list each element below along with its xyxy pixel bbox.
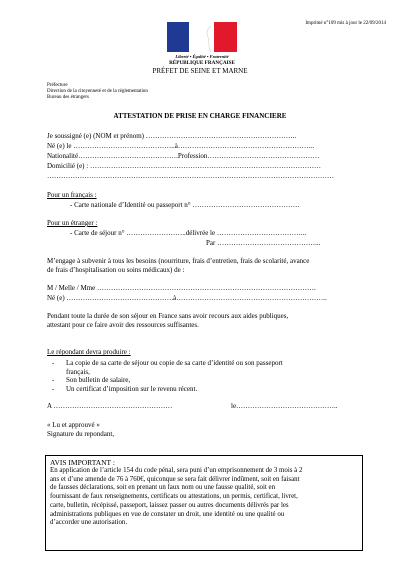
signature-date-field[interactable]: le…………………………………….. — [231, 402, 338, 410]
logo-motto: Liberté • Égalité • Fraternité — [175, 54, 229, 59]
french-id-field[interactable]: - Carte nationale d’Identité ou passeport n° ………………………………………. — [70, 201, 300, 209]
identity-birth-field[interactable]: Né (e) le ……………………………………..à………………………………………………….. — [47, 142, 315, 150]
beneficiary-name-field[interactable]: M / Melle / Mme …………………………………………………………………………………. — [47, 284, 316, 292]
prefect-title: PRÉFET DE SEINE ET MARNE — [152, 67, 248, 75]
signature-place-field[interactable]: A …………………………………………… — [47, 402, 173, 410]
identity-address-field-2[interactable]: …………………………………………………………………………………………………………… — [47, 172, 334, 180]
foreign-issuer-field[interactable]: Par ……………………………………... — [206, 239, 321, 247]
notice-line: carte, bulletin, récépissé, passeport, laissez passer ou autres documents délivrés par les — [50, 501, 289, 509]
notice-line: d’accorder une autorisation. — [50, 519, 128, 527]
office-line-1: Préfecture — [47, 83, 68, 88]
list-item: - La copie de sa carte de séjour ou copie de sa carte d’identité ou son passeport — [52, 359, 283, 367]
commitment-line-2: de frais d’hospitalisation ou soins médicaux) de : — [47, 266, 185, 274]
list-item: français, — [66, 367, 90, 376]
duration-line-1: Pendant toute la durée de son séjour en France sans avoir recours aux aides publiques, — [47, 312, 289, 320]
list-item: - Un certificat d’imposition sur le revenu récent. — [52, 384, 198, 393]
marianne-logo — [167, 22, 237, 72]
commitment-line-1: M’engage à subvenir à tous les besoins (nourriture, frais d’entretien, frais de scolarité, avance — [47, 257, 310, 265]
notice-line: fournissant de faux renseignements, certificats ou attestations, un permis, certificat, livret, — [50, 493, 298, 501]
important-notice-box — [45, 455, 363, 551]
identity-name-field[interactable]: Je soussigné (e) (NOM et prénom) ……………………………………………………….. — [47, 132, 297, 140]
notice-line: de fausses déclarations, soit en prenant un faux nom ou une fausse qualité, soit en — [50, 484, 276, 492]
document-title: ATTESTATION DE PRISE EN CHARGE FINANCIERE — [113, 112, 287, 120]
read-approved-label: « Lu et approuvé » — [47, 421, 100, 429]
list-item: - Son bulletin de salaire, — [52, 376, 131, 384]
office-line-3: Bureau des étrangers — [47, 95, 89, 100]
signature-label: Signature du repondant, — [47, 430, 115, 438]
notice-line: ans et d’une amende de 76 à 760€, quiconque se sera fait délivrer indûment, soit en faisant — [50, 475, 300, 483]
notice-title: AVIS IMPORTANT : — [50, 458, 115, 467]
foreign-heading: Pour un étranger : — [47, 219, 98, 227]
print-note: Imprimé n°109 mis à jour le 22/09/2014 — [305, 21, 386, 26]
french-heading: Pour un français : — [47, 191, 97, 199]
marianne-profile-icon — [181, 24, 219, 52]
requirements-heading: Le répondant devra produire : — [47, 348, 131, 356]
notice-line: administrations publiques en vue de constater un droit, une identité ou une qualité ou — [50, 510, 285, 518]
logo-republic: RÉPUBLIQUE FRANÇAISE — [169, 60, 235, 66]
identity-nationality-field[interactable]: Nationalité…………………………………….Profession………………………………………… — [47, 152, 320, 160]
office-line-2: Direction de la citoyenneté et de la réglementation — [47, 89, 148, 94]
identity-address-field[interactable]: Domicilié (e) : ……………………………………………………………………………………… — [47, 162, 321, 170]
beneficiary-birth-field[interactable]: Né (e) ……………………………………….à……………………………………………………….. — [47, 294, 327, 302]
notice-line: En application de l’article 154 du code pénal, sera puni d’un emprisonnement de 3 mois à 2 — [50, 467, 303, 474]
foreign-permit-field[interactable]: - Carte de séjour n° ……………………..délivrée le ………………………………... — [70, 229, 307, 237]
duration-line-2: attestant pour ce faire avoir des ressources suffisantes. — [47, 321, 199, 329]
requirements-list — [52, 359, 283, 393]
